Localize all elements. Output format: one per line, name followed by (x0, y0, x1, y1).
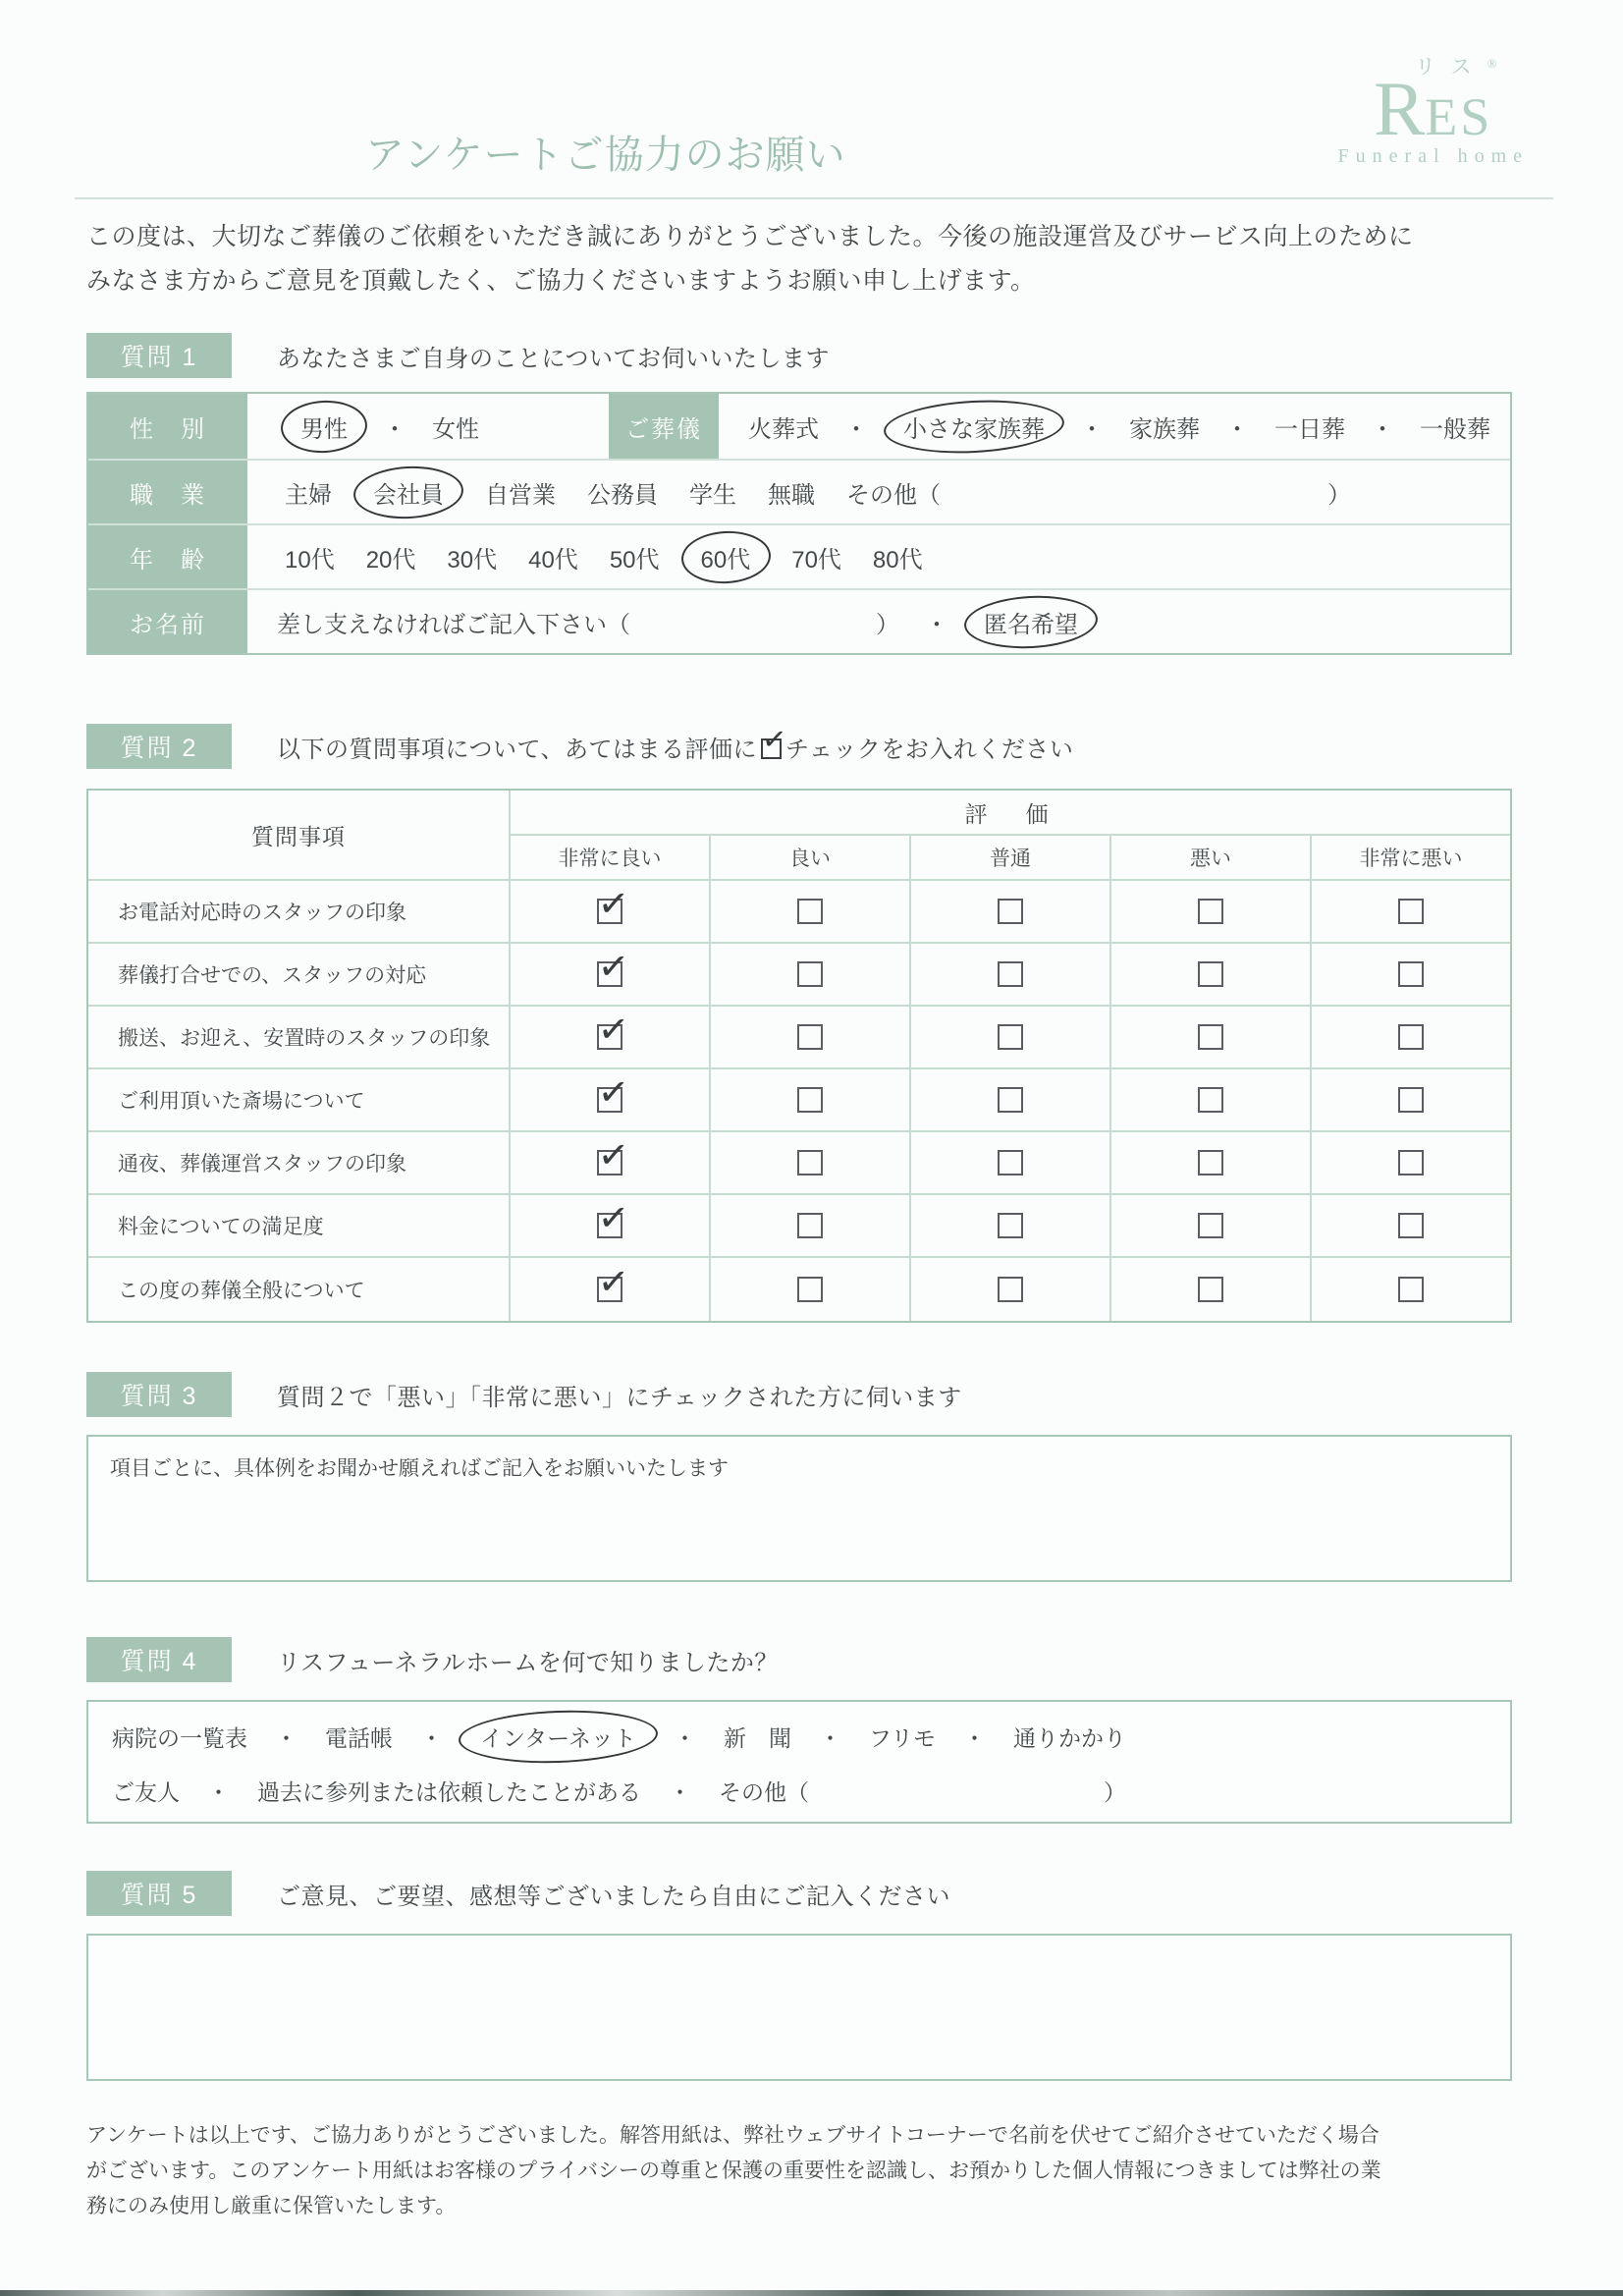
q1-heading: あなたさまご自身のことについてお伺いいたします (277, 345, 831, 372)
rating-cell (511, 1258, 711, 1321)
checkbox[interactable] (1398, 1213, 1424, 1238)
footer-note (86, 2118, 1564, 2224)
option[interactable]: 病院の一覧表 (112, 1725, 247, 1751)
rating-cell (1312, 1195, 1510, 1256)
rating-cell (1312, 1258, 1510, 1321)
rating-column-headers (511, 836, 1510, 879)
q4-badge: 質問 4 (86, 1637, 232, 1682)
option-selected[interactable]: インターネット (470, 1719, 646, 1755)
q1-badge: 質問 1 (86, 333, 232, 378)
separator-dot: ・ (818, 1725, 841, 1751)
separator-dot: ・ (669, 1779, 691, 1805)
logo-subtitle: Funeral home (1337, 145, 1529, 168)
table-row (88, 1258, 1510, 1321)
checkbox[interactable] (596, 1194, 631, 1241)
option[interactable]: ） (1327, 481, 1351, 509)
header-divider (75, 197, 1553, 199)
rating-cell (711, 1132, 911, 1193)
intro-line-2: みなさま方からご意見を頂戴したく、ご協力くださいますようお願い申し上げます。 (86, 267, 1036, 295)
separator-dot: ・ (420, 1725, 443, 1751)
rating-column-header: 非常に良い (511, 836, 711, 879)
gender-options (247, 394, 609, 459)
rating-table-header (88, 791, 1510, 881)
checkbox[interactable] (596, 943, 631, 990)
option[interactable]: 10代 (285, 546, 335, 574)
option[interactable]: 50代 (609, 546, 660, 574)
checkbox[interactable] (1398, 1024, 1424, 1050)
rating-cell (511, 881, 711, 942)
footer-line-1: アンケートは以上です、ご協力ありがとうございました。解答用紙は、弊社ウェブサイトコーナーで名前を伏せてご紹介させていただく場合 (86, 2124, 1380, 2147)
res-logo (1337, 51, 1529, 168)
checkbox[interactable] (998, 899, 1023, 924)
footer-line-2: がございます。このアンケート用紙はお客様のプライバシーの尊重と保護の重要性を認識し、お預かりした個人情報につきましては弊社の業 (86, 2159, 1381, 2182)
option[interactable]: ） (1104, 1779, 1126, 1805)
rating-cell (1111, 1007, 1312, 1067)
registered-mark-icon: ® (1487, 56, 1497, 71)
rating-cell (1111, 881, 1312, 942)
table-row (88, 1007, 1510, 1069)
rating-cell (711, 1258, 911, 1321)
option[interactable]: 過去に参列または依頼したことがある (257, 1779, 641, 1805)
checkbox[interactable] (1398, 961, 1424, 987)
rating-cell (1111, 1195, 1312, 1256)
separator-dot: ・ (383, 415, 406, 443)
rating-cell (911, 1007, 1111, 1067)
logo-kana-text: リス (1414, 55, 1488, 79)
checkbox[interactable] (998, 1277, 1023, 1302)
checkbox[interactable] (596, 880, 631, 927)
checkbox[interactable] (998, 1087, 1023, 1113)
separator-dot: ・ (1080, 415, 1104, 443)
question-5-section (0, 1871, 1623, 2081)
checkbox[interactable] (797, 1150, 823, 1175)
separator-dot: ・ (963, 1725, 987, 1751)
q4-options-line-1 (112, 1710, 1490, 1764)
checkbox[interactable] (1198, 1277, 1223, 1302)
option[interactable]: フリモ (868, 1725, 937, 1751)
option[interactable]: ご友人 (112, 1779, 180, 1805)
occupation-options (247, 461, 1510, 523)
checkbox[interactable] (998, 1150, 1023, 1175)
row-question-label: 搬送、お迎え、安置時のスタッフの印象 (88, 1007, 511, 1067)
rating-cell (711, 1069, 911, 1130)
rating-cell (711, 881, 911, 942)
rating-cell (911, 1132, 1111, 1193)
table-row (88, 1069, 1510, 1132)
rating-cell (1111, 1069, 1312, 1130)
table-row (88, 1132, 1510, 1195)
option-selected[interactable]: 男性 (291, 408, 357, 446)
logo-letters-es: ES (1425, 87, 1493, 146)
age-options (247, 525, 1510, 588)
gender-label: 性 別 (88, 394, 247, 459)
rating-cell (911, 1069, 1111, 1130)
option-selected[interactable]: 会社員 (363, 473, 454, 512)
rating-cell (1111, 944, 1312, 1005)
check-mark-icon: ✓ (596, 880, 631, 927)
scan-edge-artifact (0, 2290, 1623, 2296)
q5-badge: 質問 5 (86, 1871, 232, 1916)
q2-heading-pre: 以下の質問事項について、あてはまる評価に (277, 736, 758, 763)
checkbox-example-icon (760, 721, 789, 759)
q3-answer-box[interactable] (86, 1435, 1512, 1582)
rating-cell (1312, 1007, 1510, 1067)
option[interactable]: 20代 (365, 546, 416, 574)
option[interactable]: 火葬式 (748, 415, 819, 443)
q3-box-instruction: 項目ごとに、具体例をお聞かせ願えればご記入をお願いいたします (110, 1457, 729, 1480)
option[interactable]: 学生 (689, 481, 736, 509)
table-row (88, 944, 1510, 1007)
rating-cell (711, 944, 911, 1005)
rating-table (86, 789, 1512, 1323)
separator-dot: ・ (844, 415, 868, 443)
checkbox[interactable] (1398, 899, 1424, 924)
rating-cell (1312, 944, 1510, 1005)
row-question-label: ご利用頂いた斎場について (88, 1069, 511, 1130)
item-column-header: 質問事項 (88, 791, 511, 879)
checkbox[interactable] (596, 1131, 631, 1178)
q4-options-box (86, 1700, 1512, 1824)
q5-heading: ご意見、ご要望、感想等ございましたら自由にご記入ください (277, 1883, 950, 1910)
rating-column-header: 非常に悪い (1359, 847, 1463, 870)
personal-info-table (86, 392, 1512, 655)
option-anonymous-selected[interactable]: 匿名希望 (974, 603, 1088, 641)
option[interactable]: 女性 (432, 415, 479, 443)
rating-cell (511, 944, 711, 1005)
rating-cell (1111, 1258, 1312, 1321)
check-mark-icon: ✓ (760, 721, 789, 758)
option[interactable]: 40代 (528, 546, 578, 574)
separator-dot: ・ (925, 611, 948, 638)
q4-heading: リスフューネラルホームを何で知りましたか？ (277, 1649, 779, 1676)
option[interactable]: 無職 (768, 481, 815, 509)
rating-cell (1111, 1132, 1312, 1193)
check-mark-icon: ✓ (596, 1131, 631, 1178)
evaluation-header: 評 価 (511, 791, 1510, 836)
table-row (88, 1195, 1510, 1258)
q3-heading: 質問２で「悪い」「非常に悪い」にチェックされた方に伺います (277, 1384, 962, 1411)
intro-line-1: この度は、大切なご葬儀のご依頼をいただき誠にありがとうございました。今後の施設運営及びサービス向上のために (86, 223, 1414, 250)
option[interactable]: 電話帳 (325, 1725, 393, 1751)
checkbox[interactable] (1198, 1150, 1223, 1175)
separator-dot: ・ (1225, 415, 1249, 443)
rating-column-header: 普通 (911, 836, 1111, 879)
name-row (88, 588, 1510, 653)
checkbox[interactable] (596, 1006, 631, 1053)
check-mark-icon: ✓ (596, 1258, 631, 1305)
rating-cell (511, 1069, 711, 1130)
q5-free-comment-box[interactable] (86, 1934, 1512, 2081)
option[interactable]: 主婦 (285, 481, 332, 509)
name-close-paren: ） (876, 611, 899, 638)
table-row (88, 881, 1510, 944)
checkbox[interactable] (596, 1258, 631, 1305)
row-question-label: この度の葬儀全般について (88, 1258, 511, 1321)
question-1-section (0, 333, 1623, 655)
row-question-label: 葬儀打合せでの、スタッフの対応 (88, 944, 511, 1005)
checkbox[interactable] (1398, 1277, 1424, 1302)
rating-cell (511, 1007, 711, 1067)
checkbox[interactable] (1398, 1150, 1424, 1175)
name-label: お名前 (88, 590, 247, 653)
check-mark-icon: ✓ (596, 1068, 631, 1116)
rating-cell (711, 1007, 911, 1067)
checkbox[interactable] (998, 961, 1023, 987)
option-selected[interactable]: 小さな家族葬 (893, 408, 1055, 446)
row-question-label: お電話対応時のスタッフの印象 (88, 881, 511, 942)
option[interactable]: 80代 (872, 546, 923, 574)
rating-cell (911, 944, 1111, 1005)
funeral-type-options (719, 394, 1510, 459)
check-mark-icon: ✓ (596, 943, 631, 990)
question-3-section (0, 1372, 1623, 1582)
checkbox[interactable] (1198, 1024, 1223, 1050)
checkbox[interactable] (1198, 899, 1223, 924)
option[interactable]: 家族葬 (1129, 415, 1200, 443)
checkbox[interactable] (998, 1024, 1023, 1050)
option[interactable]: その他（ (846, 481, 941, 509)
rating-cell (511, 1195, 711, 1256)
checkbox[interactable] (596, 1068, 631, 1116)
option[interactable]: 70代 (791, 546, 841, 574)
page-header (0, 0, 1623, 201)
name-prompt: 差し支えなければご記入下さい（ (277, 611, 630, 638)
question-4-section (0, 1637, 1623, 1824)
option-selected[interactable]: 60代 (691, 538, 761, 576)
rating-cell (911, 1258, 1111, 1321)
footer-line-3: 務にのみ使用し厳重に保管いたします。 (86, 2195, 457, 2217)
check-mark-icon: ✓ (596, 1006, 631, 1053)
checkbox[interactable] (797, 1277, 823, 1302)
checkbox[interactable] (797, 1213, 823, 1238)
option[interactable]: 公務員 (587, 481, 658, 509)
occupation-row (88, 459, 1510, 523)
age-label: 年 齢 (88, 525, 247, 588)
q3-badge: 質問 3 (86, 1372, 232, 1417)
option[interactable]: その他（ (719, 1779, 809, 1805)
funeral-type-label: ご葬儀 (609, 394, 719, 459)
separator-dot: ・ (207, 1779, 230, 1805)
name-entry (247, 590, 1510, 653)
question-2-section (0, 721, 1623, 1323)
separator-dot: ・ (275, 1725, 298, 1751)
rating-rows (88, 881, 1510, 1321)
check-mark-icon: ✓ (596, 1194, 631, 1241)
q4-options-line-2 (112, 1764, 1490, 1818)
rating-cell (1312, 1069, 1510, 1130)
occupation-label: 職 業 (88, 461, 247, 523)
row-question-label: 通夜、葬儀運営スタッフの印象 (88, 1132, 511, 1193)
write-in-blank[interactable] (809, 1777, 1104, 1806)
checkbox[interactable] (797, 1024, 823, 1050)
name-write-in-blank[interactable] (630, 607, 876, 636)
checkbox[interactable] (797, 899, 823, 924)
rating-cell (911, 1195, 1111, 1256)
write-in-blank[interactable] (972, 477, 1296, 507)
logo-letter-r: R (1374, 66, 1426, 151)
q2-heading (277, 721, 1074, 764)
checkbox[interactable] (1198, 1087, 1223, 1113)
option[interactable]: 30代 (447, 546, 498, 574)
intro-text (86, 215, 1564, 303)
rating-cell (1312, 1132, 1510, 1193)
row-question-label: 料金についての満足度 (88, 1195, 511, 1256)
q2-badge: 質問 2 (86, 724, 232, 769)
checkbox[interactable] (797, 1087, 823, 1113)
rating-column-header: 悪い (1111, 836, 1312, 879)
page-title: アンケートご協力のお願い (365, 134, 846, 177)
option[interactable]: 一日葬 (1274, 415, 1345, 443)
q2-heading-post: チェックをお入れください (785, 736, 1074, 763)
rating-column-header: 良い (711, 836, 911, 879)
option[interactable]: 通りかかり (1013, 1725, 1127, 1751)
separator-dot: ・ (673, 1725, 696, 1751)
rating-cell (911, 881, 1111, 942)
age-row (88, 523, 1510, 588)
checkbox[interactable] (1398, 1087, 1424, 1113)
checkbox[interactable] (998, 1213, 1023, 1238)
rating-cell (711, 1195, 911, 1256)
rating-cell (511, 1132, 711, 1193)
checkbox[interactable] (1198, 1213, 1223, 1238)
separator-dot: ・ (1371, 415, 1394, 443)
option[interactable]: 一般葬 (1420, 415, 1490, 443)
checkbox[interactable] (797, 961, 823, 987)
rating-cell (1312, 881, 1510, 942)
option[interactable]: 自営業 (485, 481, 556, 509)
gender-funeral-row (88, 394, 1510, 459)
option[interactable]: 新 聞 (723, 1725, 791, 1751)
checkbox[interactable] (1198, 961, 1223, 987)
